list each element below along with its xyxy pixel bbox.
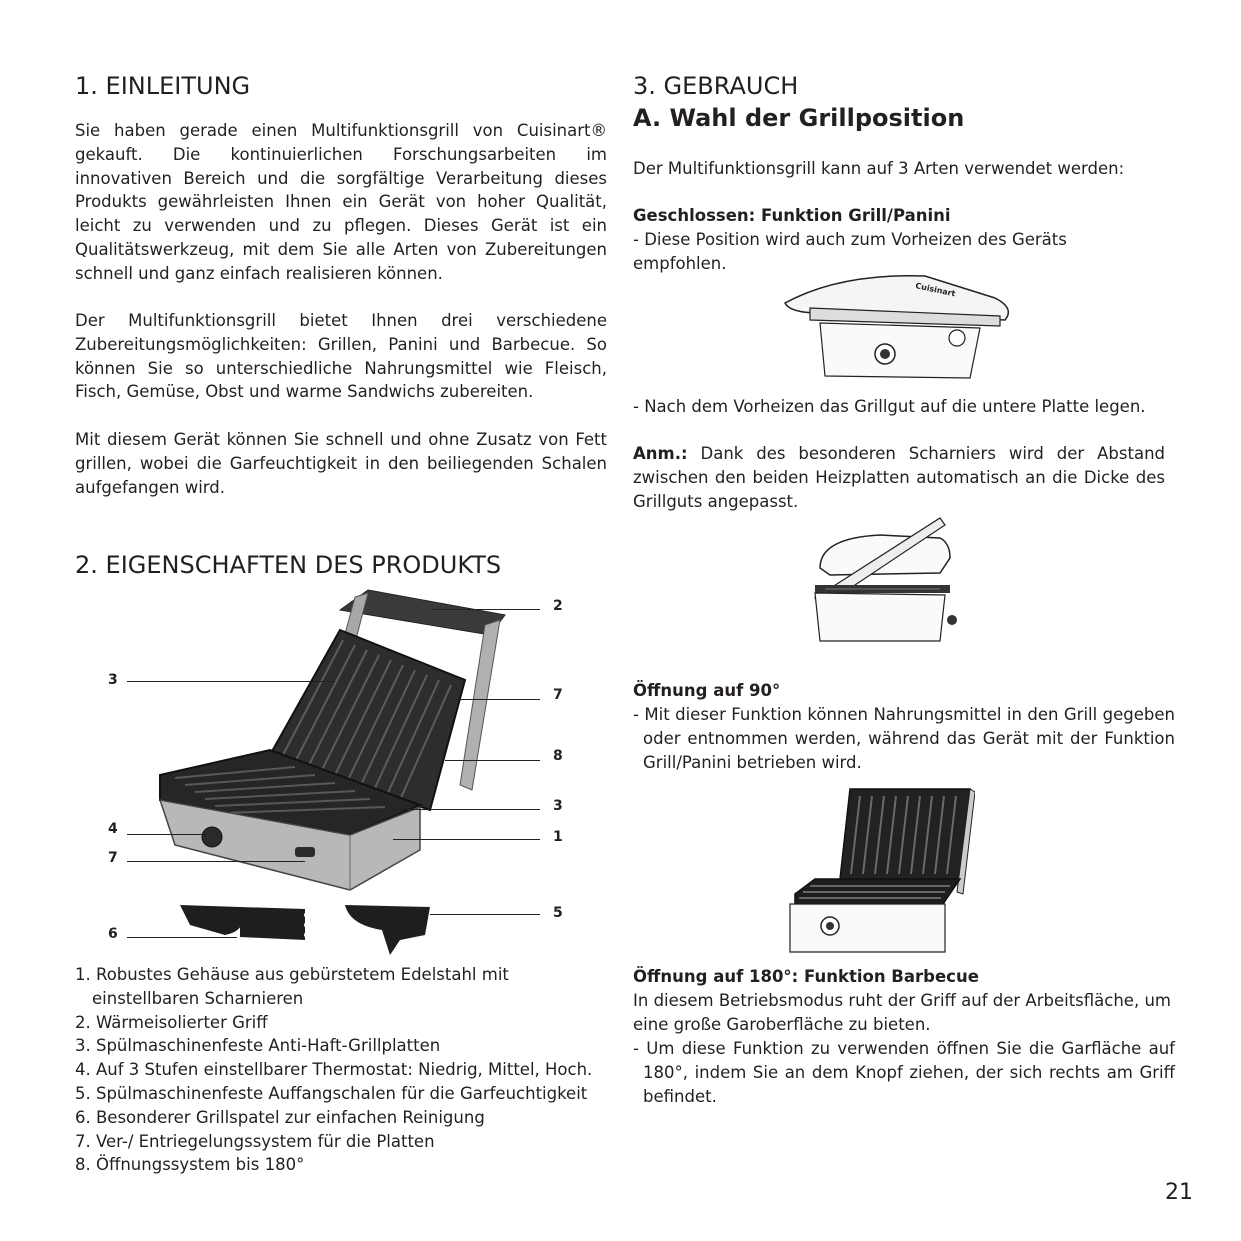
section-1-title: 1. EINLEITUNG (75, 72, 251, 100)
section-3a-subtitle: A. Wahl der Grillposition (633, 104, 965, 132)
grill-illustration (100, 585, 580, 955)
brand-logo: Cuisinart (914, 281, 957, 299)
usage-intro: Der Multifunktionsgrill kann auf 3 Arten verwendet werden: (633, 159, 1125, 178)
callout-5: 5 (553, 905, 563, 921)
feature-item-6: 6. Besonderer Grillspatel zur einfachen Reinigung (75, 1107, 485, 1127)
callout-line-3b (393, 809, 540, 810)
open180-heading: Öffnung auf 180°: Funktion Barbecue (633, 967, 979, 986)
feature-item-5: 5. Spülmaschinenfeste Auffangschalen für die Garfeuchtigkeit (75, 1083, 588, 1103)
callout-1: 1 (553, 829, 563, 845)
feature-item-7: 7. Ver-/ Entriegelungssystem für die Platten (75, 1131, 435, 1151)
feature-item-8: 8. Öffnungssystem bis 180° (75, 1155, 305, 1175)
callout-line-7a (455, 699, 540, 700)
feature-list (75, 963, 615, 1177)
callout-line-1 (393, 839, 540, 840)
open90-grill-image (785, 784, 975, 954)
intro-paragraph-3: Mit diesem Gerät können Sie schnell und ohne Zusatz von Fett grillen, wobei die Garfeuchtigkeit in den beiliegenden Schalen aufgefangen wird. (75, 430, 607, 497)
callout-line-7b (127, 861, 305, 862)
callout-6: 6 (108, 926, 118, 942)
intro-paragraph-2: Der Multifunktionsgrill bietet Ihnen drei verschiedene Zubereitungsmöglichkeiten: Grillen, Panini und Barbecue. So können Sie so unterschiedliche Nahrungsmittel wie Fleisch, Fisch, Gemüse, Obst und warme Sandwichs zubereiten. (75, 311, 607, 402)
callout-line-2 (433, 609, 540, 610)
callout-3b: 3 (553, 798, 563, 814)
closed-heading: Geschlossen: Funktion Grill/Panini (633, 206, 951, 225)
callout-3a: 3 (108, 672, 118, 688)
section-3-title: 3. GEBRAUCH (633, 72, 799, 100)
closed-text: - Diese Position wird auch zum Vorheizen des Geräts empfohlen. (633, 230, 1067, 273)
section-2-title: 2. EIGENSCHAFTEN DES PRODUKTS (75, 551, 502, 579)
open180-text-2: - Um diese Funktion zu verwenden öffnen Sie die Garfläche auf 180°, indem Sie an dem Knopf ziehen, der sich rechts am Griff befindet. (633, 1039, 1175, 1106)
feature-item-3: 3. Spülmaschinenfeste Anti-Haft-Grillplatten (75, 1036, 441, 1056)
intro-paragraph-1: Sie haben gerade einen Multifunktionsgrill von Cuisinart® gekauft. Die kontinuierlichen Forschungsarbeiten im innovativen Bereich und die sorgfältige Verarbeitung dieses Produkts gewährleisten Ihnen ein Gerät von hoher Qualität, leicht zu verwenden und zu pflegen. Dieses Gerät ist ein Qualitätswerkzeug, mit dem Sie alle Arten von Zubereitungen schnell und ganz einfach realisieren können. (75, 121, 607, 283)
note-text: Dank des besonderen Scharniers wird der Abstand zwischen den beiden Heizplatten automatisch an die Dicke des Grillguts angepasst. (633, 444, 1165, 511)
callout-line-8 (445, 760, 540, 761)
feature-item-4: 4. Auf 3 Stufen einstellbarer Thermostat: Niedrig, Mittel, Hoch. (75, 1060, 593, 1080)
open180-text-1: In diesem Betriebsmodus ruht der Griff auf der Arbeitsfläche, um eine große Garoberfläche zu bieten. (633, 991, 1171, 1034)
after-preheat-text: - Nach dem Vorheizen das Grillgut auf die untere Platte legen. (633, 397, 1146, 416)
page-number: 21 (1165, 1180, 1193, 1205)
feature-item-2: 2. Wärmeisolierter Griff (75, 1012, 268, 1032)
callout-7b: 7 (108, 850, 118, 866)
product-figure (100, 585, 580, 955)
note-paragraph (633, 442, 1165, 513)
callout-2: 2 (553, 598, 563, 614)
note-label: Anm.: (633, 444, 688, 463)
callout-7a: 7 (553, 687, 563, 703)
callout-line-5 (430, 914, 540, 915)
hinge-grill-image (800, 513, 970, 648)
feature-item-1: 1. Robustes Gehäuse aus gebürstetem Edelstahl mit einstellbaren Scharnieren (75, 965, 509, 1008)
open90-text: - Mit dieser Funktion können Nahrungsmittel in den Grill gegeben oder entnommen werden, während das Gerät mit der Funktion Grill/Panini betrieben wird. (633, 705, 1175, 772)
callout-line-6 (127, 937, 237, 938)
callout-line-4 (127, 834, 207, 835)
open90-heading: Öffnung auf 90° (633, 681, 781, 700)
callout-8: 8 (553, 748, 563, 764)
callout-line-3a (127, 681, 335, 682)
callout-4: 4 (108, 821, 118, 837)
closed-grill-image (780, 268, 1020, 388)
